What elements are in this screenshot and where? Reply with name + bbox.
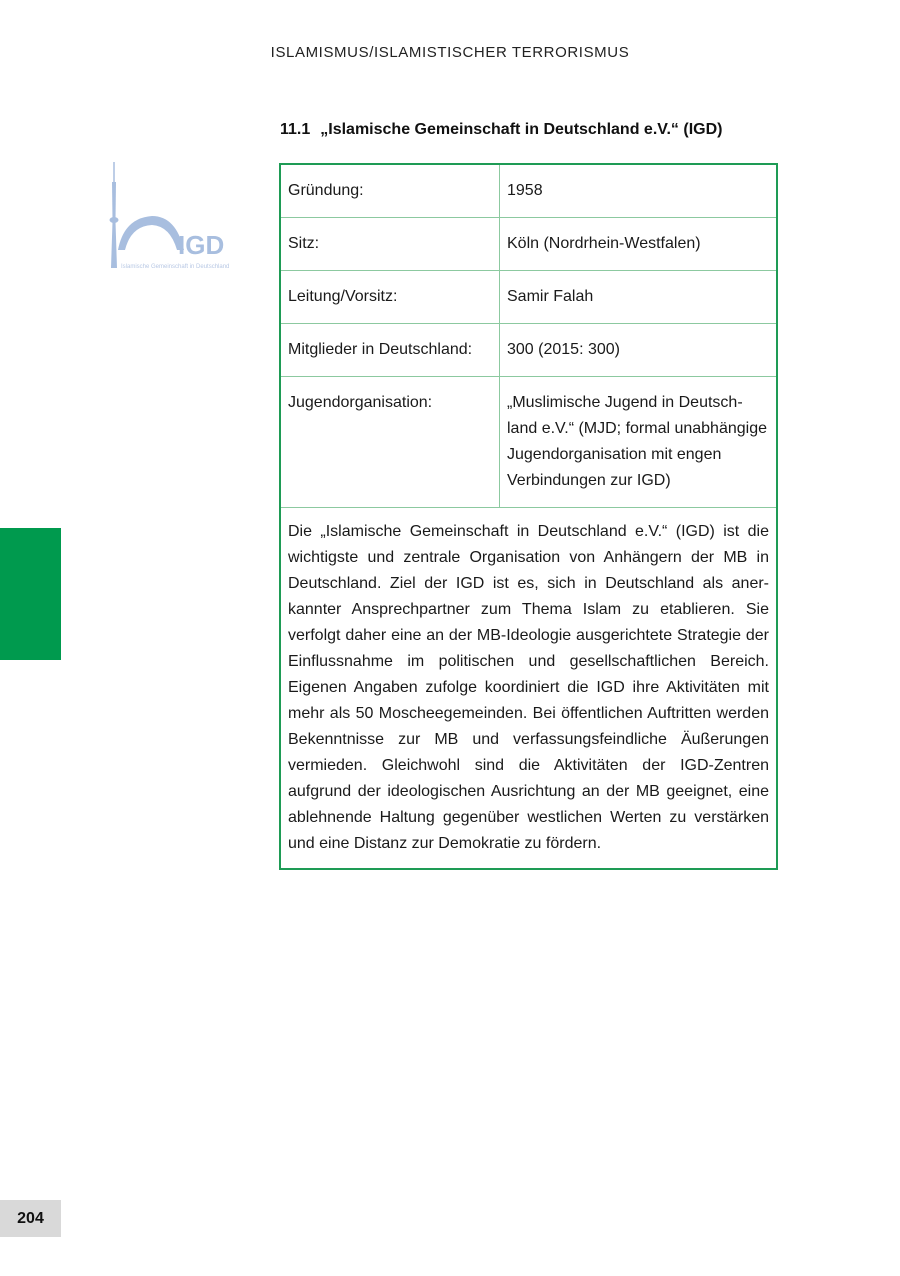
fact-label: Jugendorganisation: xyxy=(281,377,500,508)
logo-subtitle: Islamische Gemeinschaft in Deutschland xyxy=(121,264,230,270)
fact-value: „Muslimische Jugend in Deutsch-land e.V.“ (MJD; formal unabhängige Jugendorganisation mit engen Verbindungen zur IGD) xyxy=(500,377,777,508)
fact-label: Gründung: xyxy=(281,165,500,218)
section-title: „Islamische Gemeinschaft in Deutschland e.V.“ (IGD) xyxy=(320,121,723,138)
fact-row-youth-organization xyxy=(281,377,776,508)
organization-description: Die „Islamische Gemeinschaft in Deutschland e.V.“ (IGD) ist die wichtigste und zentrale Organisation von Anhängern der MB in Deutschland. Ziel der IGD ist es, sich in Deutschland als anerkannter Ansprechpartner zum Thema Islam zu etablieren. Sie verfolgt daher eine an der MB-Ideologie ausgerichtete Strategie der Einflussnahme im politischen und gesellschaftlichen Bereich. Eigenen Angaben zufolge koordiniert die IGD ihre Aktivitäten mit mehr als 50 Moscheegemeinden. Bei öffentlichen Auftritten werden Bekenntnisse zur MB und verfassungsfeindliche Äußerungen vermieden. Gleichwohl sind die Aktivitäten der IGD-Zentren aufgrund der ideologischen Ausrichtung an der MB geeignet, eine ablehnende Haltung gegenüber westlichen Werten zu verstärken und eine Distanz zur Demokratie zu fördern. xyxy=(288,523,769,852)
tower-arch-logo-icon xyxy=(104,160,264,272)
logo-text: IGD xyxy=(178,230,225,260)
fact-row-seat xyxy=(281,218,776,271)
fact-value: 1958 xyxy=(500,165,777,218)
fact-table xyxy=(281,165,776,508)
chapter-side-tab xyxy=(0,528,61,660)
section-heading xyxy=(280,121,780,139)
fact-value: 300 (2015: 300) xyxy=(500,324,777,377)
fact-row-members xyxy=(281,324,776,377)
igd-logo xyxy=(104,160,264,272)
organization-info-box xyxy=(279,163,778,870)
fact-label: Mitglieder in Deutschland: xyxy=(281,324,500,377)
fact-value: Samir Falah xyxy=(500,271,777,324)
section-number: 11.1 xyxy=(280,121,311,138)
fact-value: Köln (Nordrhein-Westfalen) xyxy=(500,218,777,271)
fact-row-founding xyxy=(281,165,776,218)
page-number: 204 xyxy=(0,1200,61,1237)
running-header: ISLAMISMUS/ISLAMISTISCHER TERRORISMUS xyxy=(270,44,630,61)
fact-label: Leitung/Vorsitz: xyxy=(281,271,500,324)
fact-row-leadership xyxy=(281,271,776,324)
fact-label: Sitz: xyxy=(281,218,500,271)
